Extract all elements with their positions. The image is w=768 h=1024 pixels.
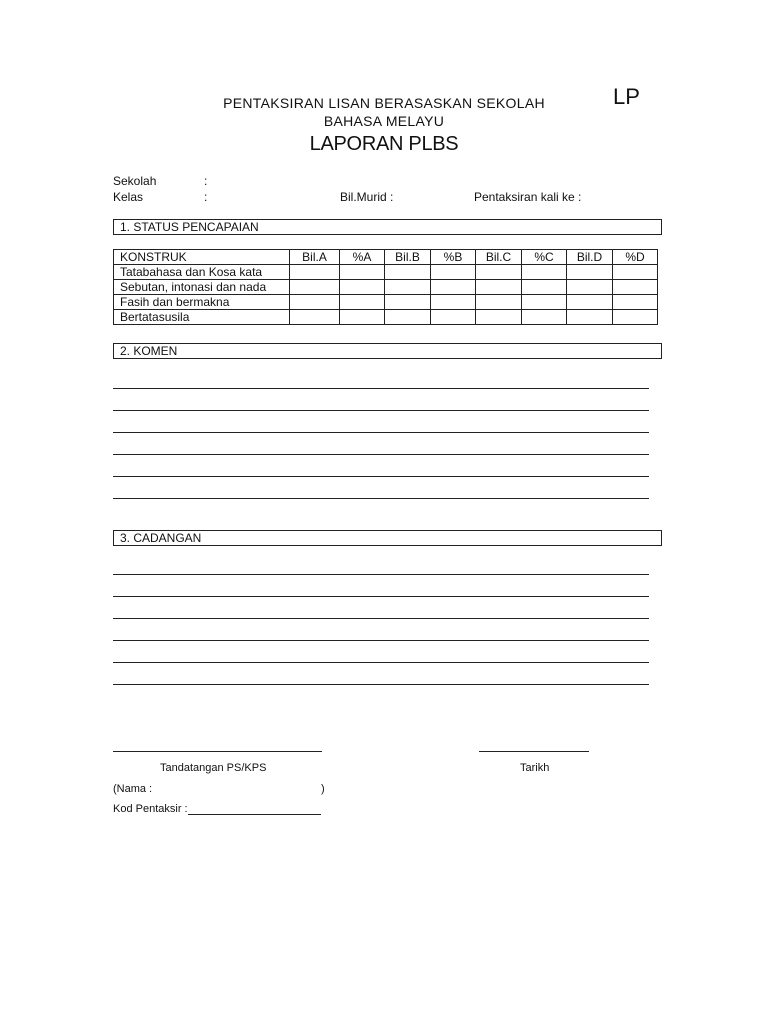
table-cell[interactable] [522, 310, 567, 325]
write-line[interactable] [113, 575, 649, 597]
table-cell[interactable] [385, 310, 431, 325]
header-pct-c: %C [522, 250, 567, 265]
row-label: Tatabahasa dan Kosa kata [114, 265, 290, 280]
table-cell[interactable] [613, 310, 658, 325]
table-cell[interactable] [431, 280, 476, 295]
table-cell[interactable] [340, 265, 385, 280]
section-status-pencapaian: 1. STATUS PENCAPAIAN [113, 219, 662, 235]
table-cell[interactable] [476, 295, 522, 310]
write-line[interactable] [113, 389, 649, 411]
row-label: Bertatasusila [114, 310, 290, 325]
kelas-label: Kelas [113, 190, 144, 204]
name-label: (Nama : [113, 783, 153, 795]
write-line[interactable] [113, 663, 649, 685]
kelas-colon: : [204, 190, 208, 204]
cadangan-lines[interactable] [113, 553, 649, 685]
write-line[interactable] [113, 553, 649, 575]
bil-murid-label: Bil.Murid : [340, 190, 394, 204]
table-cell[interactable] [340, 295, 385, 310]
pentaksiran-label: Pentaksiran kali ke : [474, 190, 582, 204]
write-line[interactable] [113, 411, 649, 433]
header-line-2: BAHASA MELAYU [323, 113, 445, 129]
signature-label: Tandatangan PS/KPS [160, 762, 267, 774]
row-label: Sebutan, intonasi dan nada [114, 280, 290, 295]
header-bil-d: Bil.D [567, 250, 613, 265]
write-line[interactable] [113, 455, 649, 477]
row-label: Fasih dan bermakna [114, 295, 290, 310]
sekolah-label: Sekolah [113, 174, 157, 188]
table-cell[interactable] [522, 265, 567, 280]
table-row [114, 295, 658, 310]
write-line[interactable] [113, 597, 649, 619]
table-row [114, 265, 658, 280]
header-bil-a: Bil.A [290, 250, 340, 265]
section-cadangan: 3. CADANGAN [113, 530, 662, 546]
name-close-paren: ) [321, 783, 325, 795]
table-cell[interactable] [385, 280, 431, 295]
header-pct-a: %A [340, 250, 385, 265]
header-pct-b: %B [431, 250, 476, 265]
signature-line[interactable] [113, 751, 322, 752]
table-cell[interactable] [476, 310, 522, 325]
table-cell[interactable] [567, 310, 613, 325]
sekolah-colon: : [204, 174, 208, 188]
table-cell[interactable] [613, 265, 658, 280]
table-cell[interactable] [290, 310, 340, 325]
header-bil-b: Bil.B [385, 250, 431, 265]
header-konstruk: KONSTRUK [114, 250, 290, 265]
form-code: LP [613, 84, 640, 109]
table-cell[interactable] [476, 280, 522, 295]
table-cell[interactable] [567, 265, 613, 280]
table-cell[interactable] [567, 295, 613, 310]
write-line[interactable] [113, 619, 649, 641]
table-cell[interactable] [476, 265, 522, 280]
table-cell[interactable] [613, 295, 658, 310]
achievement-table [113, 249, 658, 325]
table-cell[interactable] [290, 265, 340, 280]
table-header-row [114, 250, 658, 265]
table-cell[interactable] [290, 280, 340, 295]
table-cell[interactable] [340, 280, 385, 295]
table-cell[interactable] [567, 280, 613, 295]
form-title: LAPORAN PLBS [309, 133, 459, 155]
write-line[interactable] [113, 367, 649, 389]
header-pct-d: %D [613, 250, 658, 265]
table-cell[interactable] [522, 295, 567, 310]
kod-pentaksir-line[interactable] [188, 814, 321, 815]
table-cell[interactable] [613, 280, 658, 295]
write-line[interactable] [113, 477, 649, 499]
table-cell[interactable] [290, 295, 340, 310]
date-label: Tarikh [520, 762, 550, 774]
table-row [114, 310, 658, 325]
table-cell[interactable] [340, 310, 385, 325]
table-cell[interactable] [522, 280, 567, 295]
write-line[interactable] [113, 433, 649, 455]
table-cell[interactable] [385, 295, 431, 310]
section-komen: 2. KOMEN [113, 343, 662, 359]
table-cell[interactable] [431, 265, 476, 280]
table-cell[interactable] [431, 310, 476, 325]
date-line[interactable] [479, 751, 589, 752]
table-row [114, 280, 658, 295]
header-line-1: PENTAKSIRAN LISAN BERASASKAN SEKOLAH [223, 95, 545, 111]
table-cell[interactable] [431, 295, 476, 310]
header-bil-c: Bil.C [476, 250, 522, 265]
kod-pentaksir-label: Kod Pentaksir : [113, 803, 188, 815]
write-line[interactable] [113, 641, 649, 663]
table-cell[interactable] [385, 265, 431, 280]
komen-lines[interactable] [113, 367, 649, 499]
